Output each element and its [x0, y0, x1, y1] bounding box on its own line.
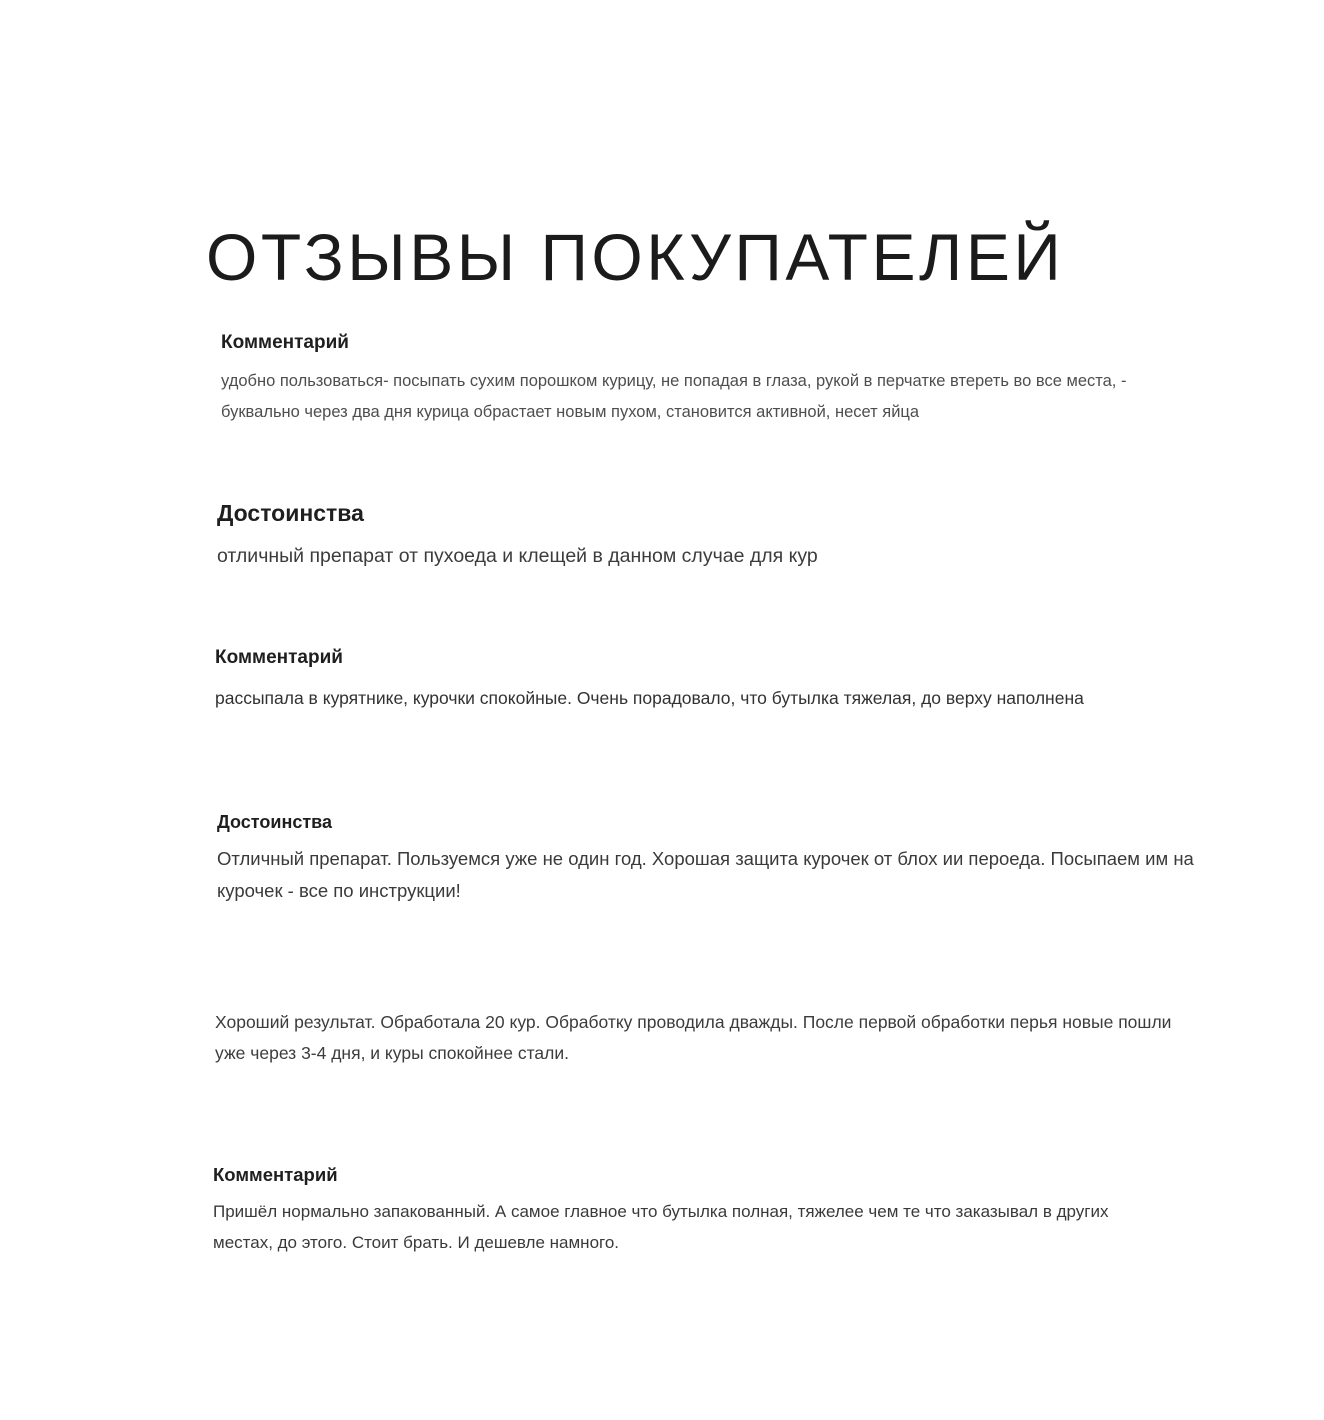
review-text: рассыпала в курятнике, курочки спокойные. Очень порадовало, что бутылка тяжелая, до верху наполнена — [215, 687, 1084, 708]
review-section — [217, 499, 818, 572]
page-title: ОТЗЫВЫ ПОКУПАТЕЛЕЙ — [206, 220, 1065, 295]
review-section — [215, 646, 1084, 714]
review-label: Комментарий — [213, 1164, 338, 1185]
review-label: Комментарий — [221, 332, 349, 353]
review-text: Хороший результат. Обработала 20 кур. Обработку проводила дважды. После первой обработки перья новые пошли уже через 3-4 дня, и куры спокойнее стали. — [215, 1012, 1172, 1063]
review-label: Комментарий — [215, 647, 343, 668]
review-label: Достоинства — [217, 812, 332, 832]
review-text: Пришёл нормально запакованный. А самое главное что бутылка полная, тяжелее чем те что заказывал в других местах, до этого. Стоит брать. И дешевле намного. — [213, 1202, 1109, 1253]
review-text: отличный препарат от пухоеда и клещей в данном случае для кур — [217, 544, 818, 567]
review-section — [217, 811, 1197, 907]
review-text: удобно пользоваться- посыпать сухим порошком курицу, не попадая в глаза, рукой в перчатке втереть во все места, - буквально через два дня курица обрастает новым пухом, становится активной, несет яйца — [221, 371, 1127, 421]
review-section — [215, 1007, 1195, 1069]
review-section — [213, 1163, 1163, 1258]
review-label: Достоинства — [217, 500, 364, 526]
review-section — [221, 331, 1186, 428]
review-text: Отличный препарат. Пользуемся уже не один год. Хорошая защита курочек от блох ии пероеда. Посыпаем им на курочек - все по инструкции! — [217, 847, 1194, 901]
